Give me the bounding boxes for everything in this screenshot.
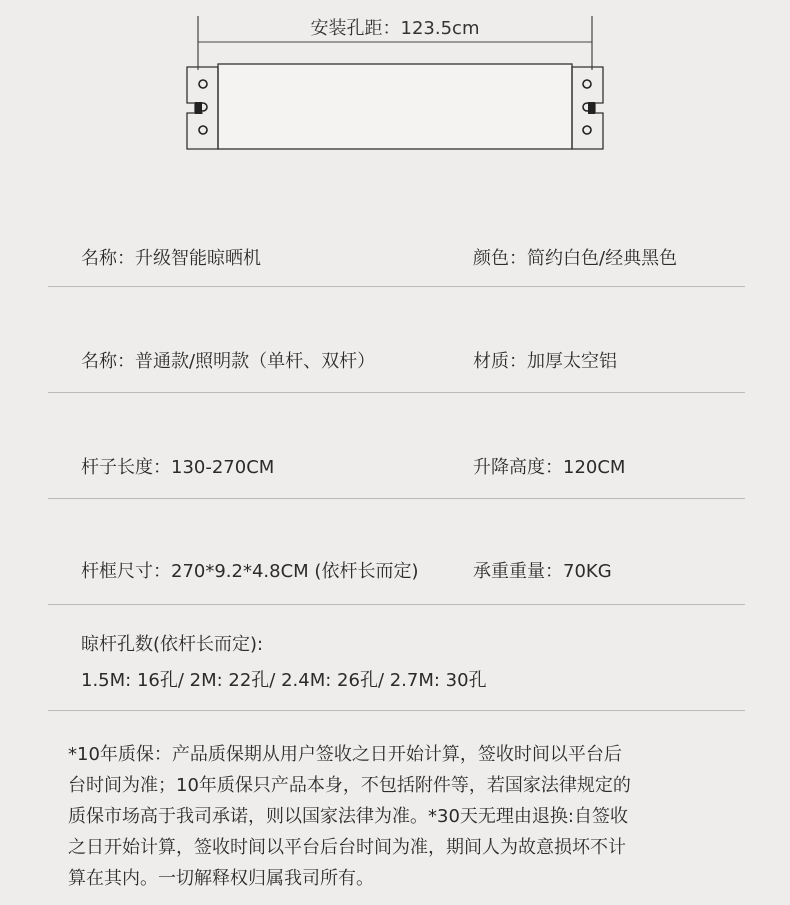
spec-row xyxy=(48,287,745,393)
spec-name: 名称：升级智能晾晒机 xyxy=(81,248,261,269)
spec-material: 材质：加厚太空铝 xyxy=(473,351,617,372)
note-line: 质保市场高于我司承诺，则以国家法律为准。*30天无理由退换:自签收 xyxy=(68,806,628,827)
note-line: *10年质保：产品质保期从用户签收之日开始计算，签收时间以平台后 xyxy=(68,744,622,765)
installation-diagram xyxy=(0,0,790,170)
note-line: 之日开始计算，签收时间以平台后台时间为准，期间人为故意损坏不计 xyxy=(68,837,626,858)
hole-count-title: 晾杆孔数(依杆长而定): xyxy=(81,634,264,655)
hole-count-values: 1.5M: 16孔/ 2M: 22孔/ 2.4M: 26孔/ 2.7M: 30孔 xyxy=(81,670,487,691)
note-line: 算在其内。一切解释权归属我司所有。 xyxy=(68,868,374,889)
spec-row xyxy=(48,230,745,287)
spec-model: 名称：普通款/照明款（单杆、双杆） xyxy=(81,351,376,372)
warranty-notes xyxy=(68,739,728,894)
note-line: 台时间为准；10年质保只产品本身，不包括附件等，若国家法律规定的 xyxy=(68,775,631,796)
spec-row xyxy=(48,393,745,499)
spec-row xyxy=(48,499,745,605)
spec-frame-size: 杆框尺寸：270*9.2*4.8CM (依杆长而定) xyxy=(81,561,419,582)
spec-pole-length: 杆子长度：130-270CM xyxy=(81,457,275,478)
spec-load-weight: 承重重量：70KG xyxy=(473,561,612,582)
spec-lift-height: 升降高度：120CM xyxy=(473,457,626,478)
hole-distance-label: 安装孔距：123.5cm xyxy=(310,18,480,39)
spec-color: 颜色：简约白色/经典黑色 xyxy=(473,248,678,269)
hole-count-section xyxy=(48,604,745,711)
